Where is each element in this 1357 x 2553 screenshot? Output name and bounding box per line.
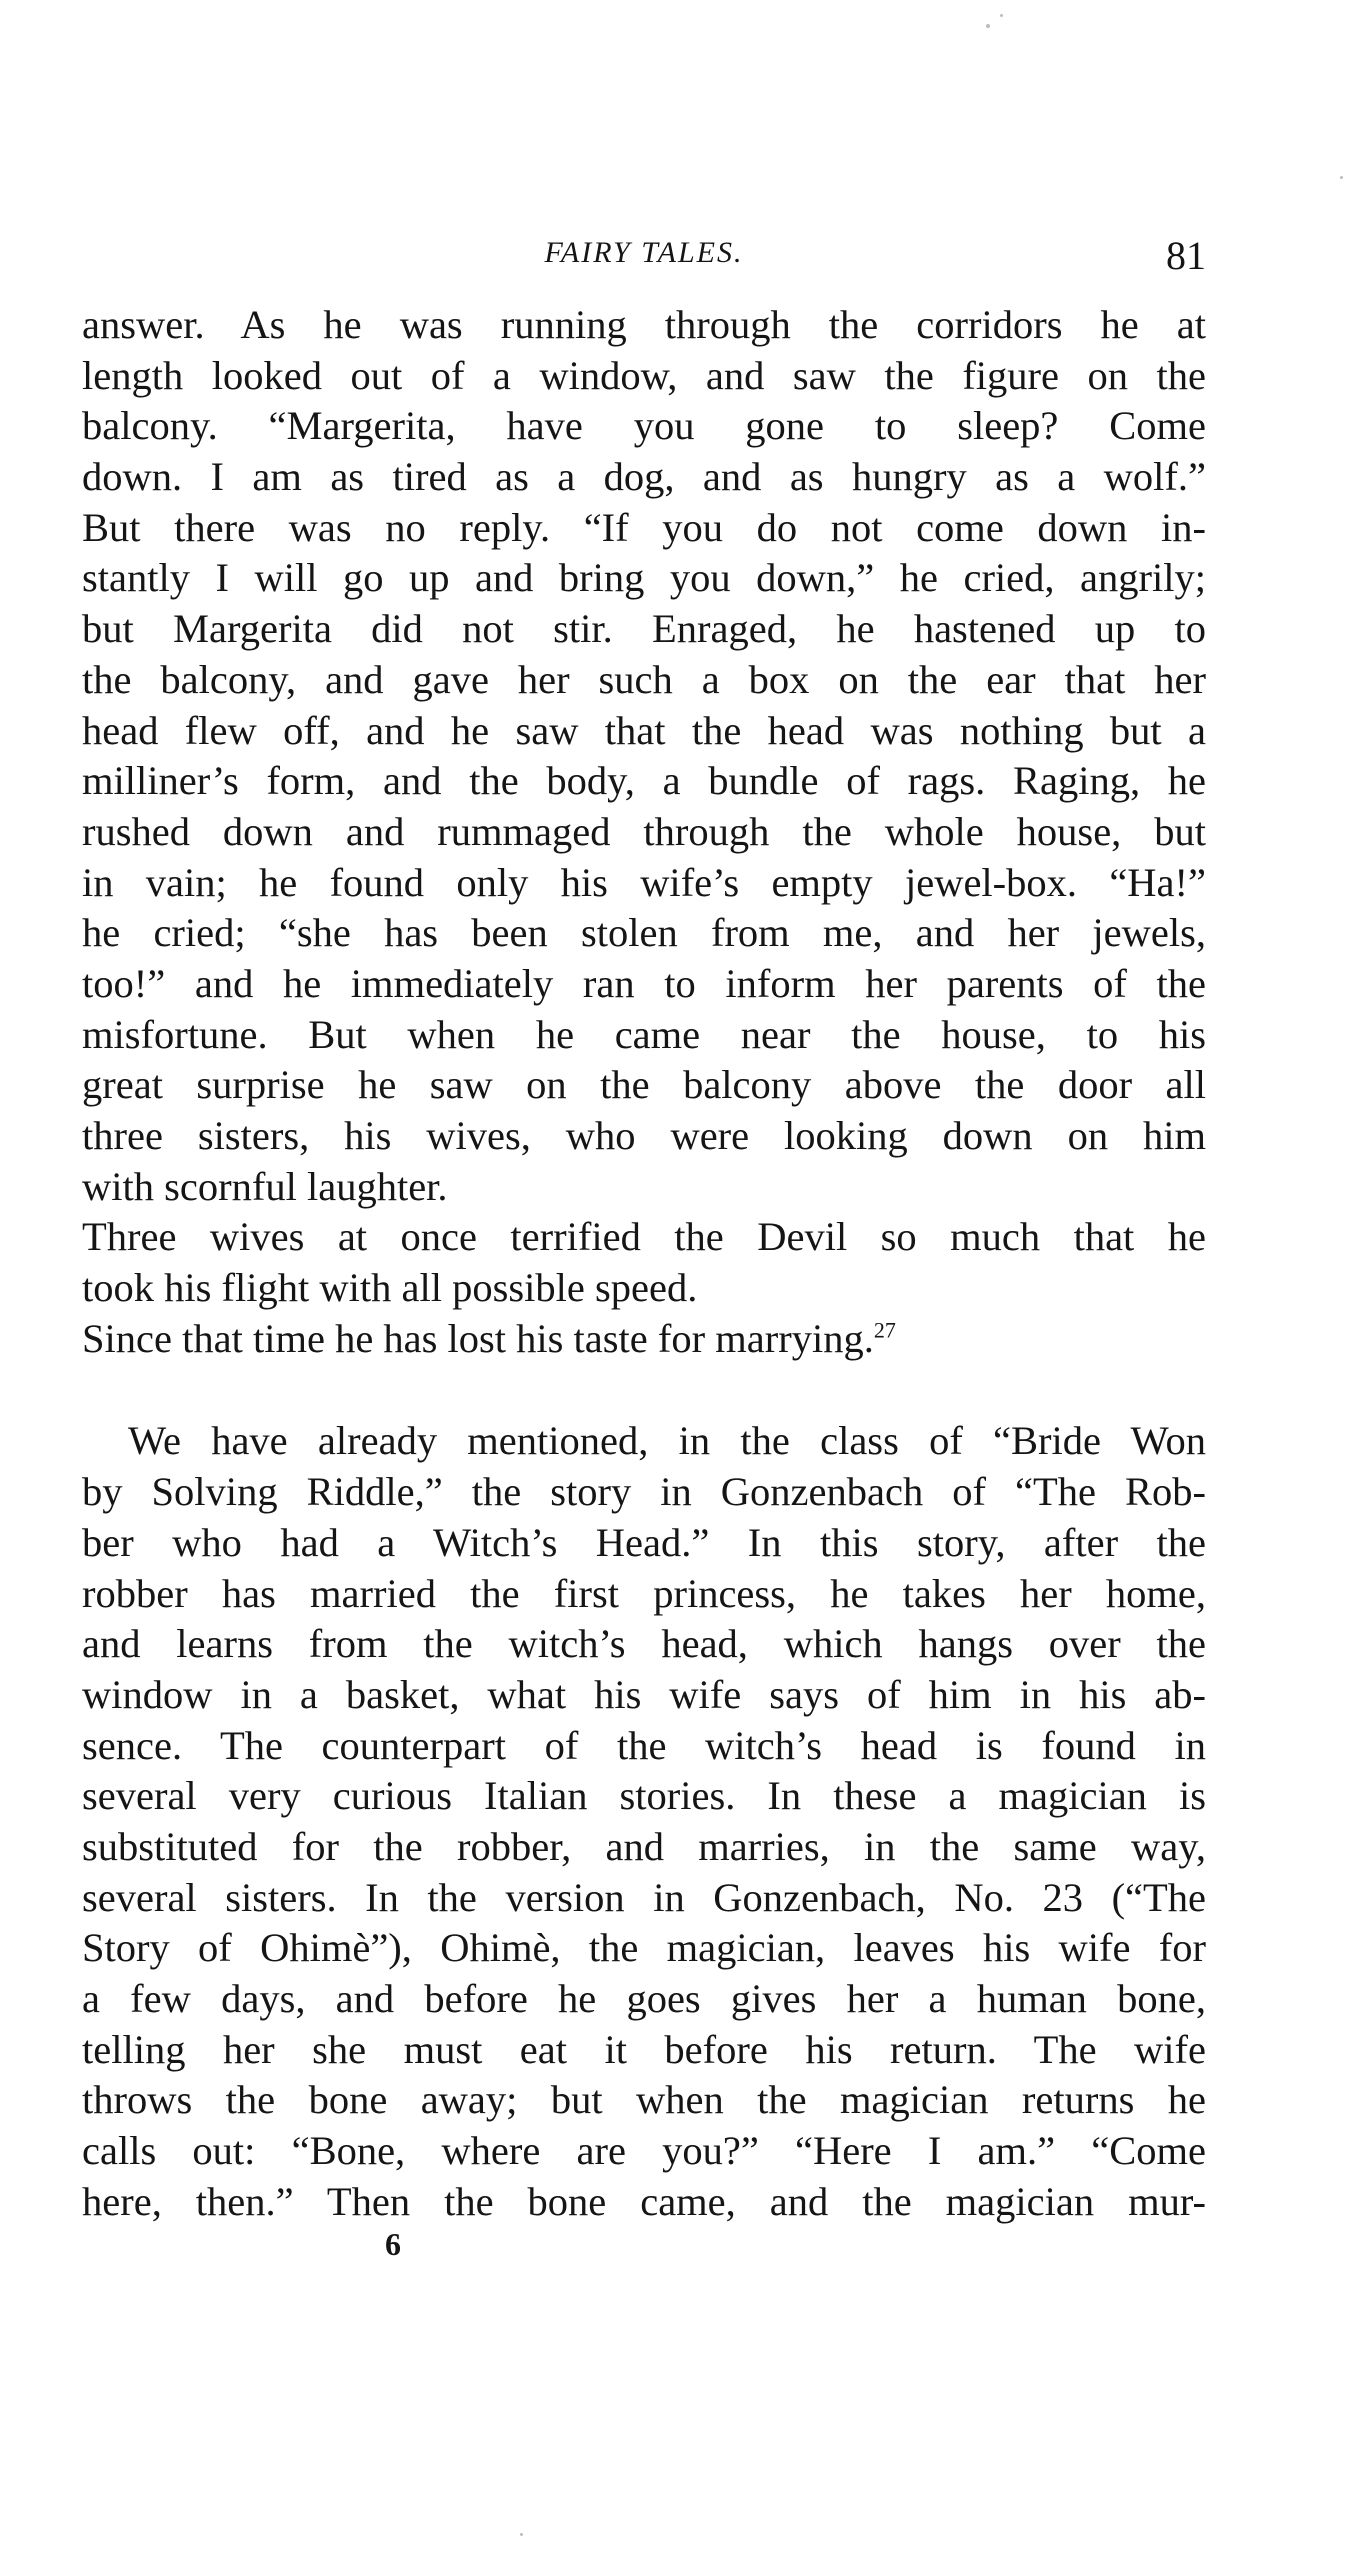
- text-line: telling her she must eat it before his return. The wife: [82, 2026, 1206, 2072]
- text-line: window in a basket, what his wife says of him in his ab-: [82, 1671, 1206, 1717]
- text-line: stantly I will go up and bring you down,” he cried, angrily;: [82, 555, 1206, 601]
- scan-speck: [520, 2533, 523, 2536]
- text-line: sence. The counterpart of the witch’s head is found in: [82, 1722, 1206, 1768]
- text-line: milliner’s form, and the body, a bundle of rags. Raging, he: [82, 758, 1206, 804]
- text-line: three sisters, his wives, who were looking down on him: [82, 1113, 1206, 1158]
- page-header: [82, 233, 1206, 286]
- body-text: [82, 300, 1206, 2227]
- page-number: 81: [1166, 233, 1206, 278]
- text-line: by Solving Riddle,” the story in Gonzenbach of “The Rob-: [82, 1469, 1206, 1515]
- text-line: Three wives at once terrified the Devil so much that he: [82, 1214, 1206, 1260]
- text-line: rushed down and rummaged through the whole house, but: [82, 808, 1206, 854]
- scan-speck: [1340, 176, 1343, 179]
- text-line: great surprise he saw on the balcony above the door all: [82, 1062, 1206, 1108]
- text-line: answer. As he was running through the corridors he at: [82, 302, 1206, 347]
- text-line: calls out: “Bone, where are you?” “Here I am.” “Come: [82, 2128, 1206, 2174]
- text-line: the balcony, and gave her such a box on the ear that her: [82, 656, 1206, 702]
- paragraph: [82, 300, 1206, 1212]
- section-gap: [82, 1364, 1206, 1416]
- text-line: but Margerita did not stir. Enraged, he hastened up to: [82, 606, 1206, 652]
- text-line: Story of Ohimè”), Ohimè, the magician, leaves his wife for: [82, 1925, 1206, 1971]
- text-line: he cried; “she has been stolen from me, and her jewels,: [82, 910, 1206, 956]
- text-line: a few days, and before he goes gives her a human bone,: [82, 1976, 1206, 2021]
- text-line: too!” and he immediately ran to inform her parents of the: [82, 960, 1206, 1006]
- text-line: substituted for the robber, and marries, in the same way,: [82, 1823, 1206, 1869]
- text-line: balcony. “Margerita, have you gone to sleep? Come: [82, 403, 1206, 449]
- text-line: We have already mentioned, in the class of “Bride Won: [128, 1418, 1206, 1464]
- text-line: length looked out of a window, and saw the figure on the: [82, 352, 1206, 398]
- text-line: several very curious Italian stories. In these a magician is: [82, 1773, 1206, 1819]
- text-line: ber who had a Witch’s Head.” In this story, after the: [82, 1519, 1206, 1565]
- signature-mark: 6: [385, 2226, 401, 2262]
- text-line: took his flight with all possible speed.: [82, 1265, 698, 1311]
- paragraph: [82, 1416, 1206, 2227]
- running-title: FAIRY TALES.: [544, 236, 744, 269]
- scan-speck: [1000, 14, 1003, 17]
- text-line: head flew off, and he saw that the head was nothing but a: [82, 707, 1206, 753]
- text-line: with scornful laughter.: [82, 1163, 448, 1209]
- text-line: here, then.” Then the bone came, and the magician mur-: [82, 2178, 1206, 2224]
- text-line: But there was no reply. “If you do not come down in-: [82, 504, 1206, 550]
- paragraph: [82, 1212, 1206, 1313]
- text-line: and learns from the witch’s head, which hangs over the: [82, 1621, 1206, 1667]
- text-line: [82, 1314, 1206, 1365]
- text-line: misfortune. But when he came near the house, to his: [82, 1011, 1206, 1057]
- text-line: down. I am as tired as a dog, and as hungry as a wolf.”: [82, 454, 1206, 500]
- text-line-content: Since that time he has lost his taste for marrying.: [82, 1315, 874, 1361]
- text-line: in vain; he found only his wife’s empty jewel-box. “Ha!”: [82, 859, 1206, 905]
- text-line: several sisters. In the version in Gonzenbach, No. 23 (“The: [82, 1874, 1206, 1920]
- footnote-reference[interactable]: 27: [873, 1317, 896, 1343]
- text-line: robber has married the first princess, he takes her home,: [82, 1570, 1206, 1616]
- paragraph: [82, 1314, 1206, 1365]
- scan-speck: [986, 24, 990, 28]
- text-line: throws the bone away; but when the magician returns he: [82, 2077, 1206, 2123]
